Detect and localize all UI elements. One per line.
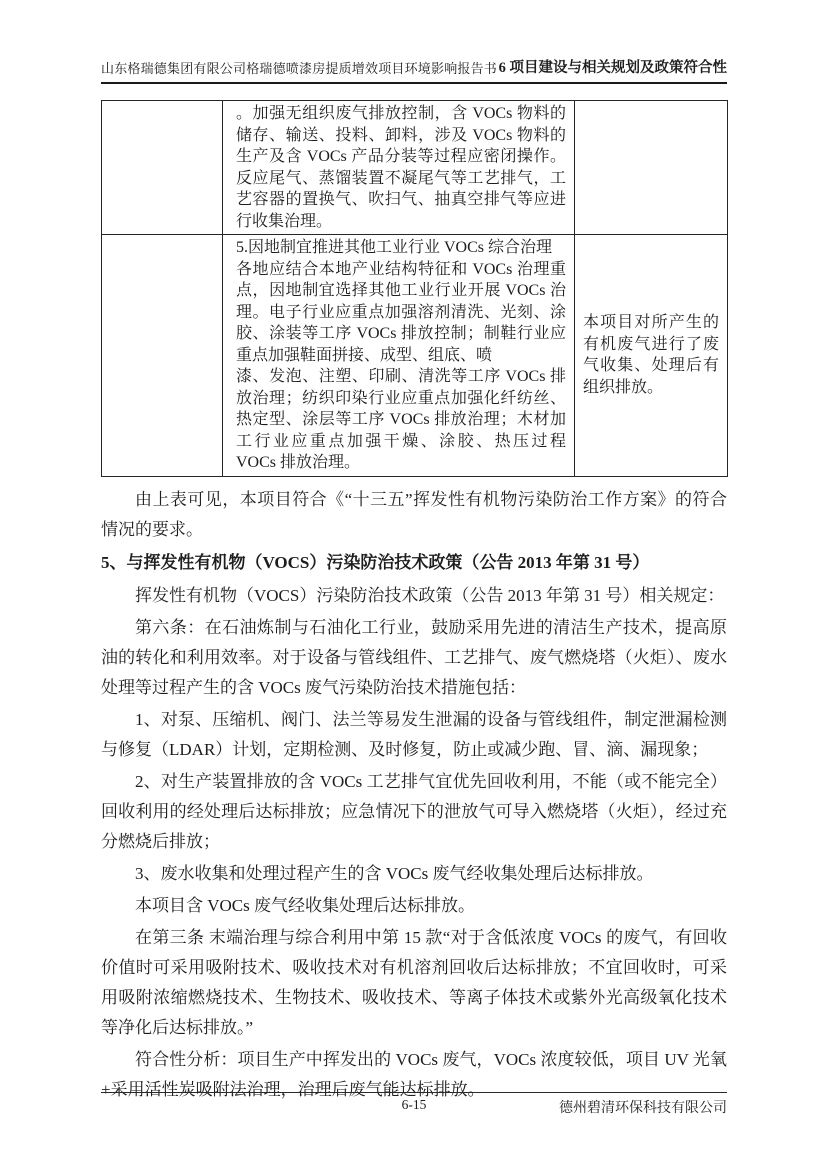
page-header <box>101 56 727 84</box>
policy-paragraph: 各地应结合本地产业结构特征和 VOCs 治理重点，因地制宜选择其他工业行业开展 VOCs 治理。电子行业应重点加强溶剂清洗、光刻、涂胶、涂装等工序 VOCs 排放控制；制鞋行业应重点加强鞋面拼接、成型、组底、喷 <box>236 260 566 364</box>
header-chapter-title: 6 项目建设与相关规划及政策符合性 <box>498 60 727 76</box>
header-doc-title: 山东格瑞德集团有限公司格瑞德喷漆房提质增效项目环境影响报告书 <box>101 61 498 76</box>
paragraph-compliance-analysis: 符合性分析：项目生产中挥发出的 VOCs 废气，VOCs 浓度较低，项目 UV 光氧+采用活性炭吸附法治理，治理后废气能达标排放。 <box>101 1049 727 1099</box>
paragraph-table-conclusion: 由上表可见，本项目符合《“十三五”挥发性有机物污染防治工作方案》的符合情况的要求。 <box>101 489 727 539</box>
paragraph-article-6: 第六条：在石油炼制与石油化工行业，鼓励采用先进的清洁生产技术，提高原油的转化和利用效率。对于设备与管线组件、工艺排气、废气燃烧塔（火炬）、废水处理等过程产生的含 VOCs 废气污染防治技术措施包括： <box>101 617 727 697</box>
compliance-table <box>101 100 728 477</box>
table-row <box>102 235 728 477</box>
table-cell-compliance: 本项目对所产生的有机废气进行了废气收集、处理后有组织排放。 <box>575 235 728 477</box>
paragraph-measure-1: 1、对泵、压缩机、阀门、法兰等易发生泄漏的设备与管线组件，制定泄漏检测与修复（LDAR）计划，定期检测、及时修复，防止或减少跑、冒、滴、漏现象； <box>101 709 727 759</box>
footer-content <box>101 1097 727 1117</box>
table-row <box>102 101 728 235</box>
section-heading-5: 5、与挥发性有机物（VOCS）污染防治技术政策（公告 2013 年第 31 号） <box>101 552 650 572</box>
paragraph-measure-2: 2、对生产装置排放的含 VOCs 工艺排气宜优先回收利用，不能（或不能完全）回收利用的经处理后达标排放；应急情况下的泄放气可导入燃烧塔（火炬），经过充分燃烧后排放； <box>101 771 727 851</box>
policy-paragraph: 漆、发泡、注塑、印刷、清洗等工序 VOCs 排放治理；纺织印染行业应重点加强化纤纺丝、热定型、涂层等工序 VOCs 排放治理；木材加工行业应重点加强干燥、涂胶、热压过程 VOCs 排放治理。 <box>236 368 566 471</box>
policy-paragraph: 5.因地制宜推进其他工业行业 VOCs 综合治理 <box>236 239 553 256</box>
footer-company-name: 德州碧清环保科技有限公司 <box>559 1101 727 1116</box>
policy-paragraph: 。加强无组织废气排放控制，含 VOCs 物料的储存、输送、投料、卸料，涉及 VOCs 物料的生产及含 VOCs 产品分装等过程应密闭操作。反应尾气、蒸馏装置不凝尾气等工艺排气，工艺容器的置换气、吹扫气、抽真空排气等应进行收集治理。 <box>236 105 566 230</box>
page-number: 6-15 <box>401 1097 427 1112</box>
table-cell-policy-text <box>223 101 575 235</box>
body-text-section <box>101 485 727 1105</box>
table-cell-category <box>102 101 223 235</box>
table-cell-policy-text <box>223 235 575 477</box>
paragraph-policy-intro: 挥发性有机物（VOCS）污染防治技术政策（公告 2013 年第 31 号）相关规定： <box>135 585 725 605</box>
table-cell-category <box>102 235 223 477</box>
paragraph-measure-3: 3、废水收集和处理过程产生的含 VOCs 废气经收集处理后达标排放。 <box>135 863 654 883</box>
page-footer <box>101 1092 727 1117</box>
paragraph-article-3: 在第三条 末端治理与综合利用中第 15 款“对于含低浓度 VOCs 的废气，有回收价值时可采用吸附技术、吸收技术对有机溶剂回收后达标排放；不宜回收时，可采用吸附浓缩燃烧技术、生物技术、吸收技术、等离子体技术或紫外光高级氧化技术等净化后达标排放。” <box>101 927 727 1037</box>
paragraph-project-statement: 本项目含 VOCs 废气经收集处理后达标排放。 <box>135 895 476 915</box>
table-cell-compliance <box>575 101 728 235</box>
